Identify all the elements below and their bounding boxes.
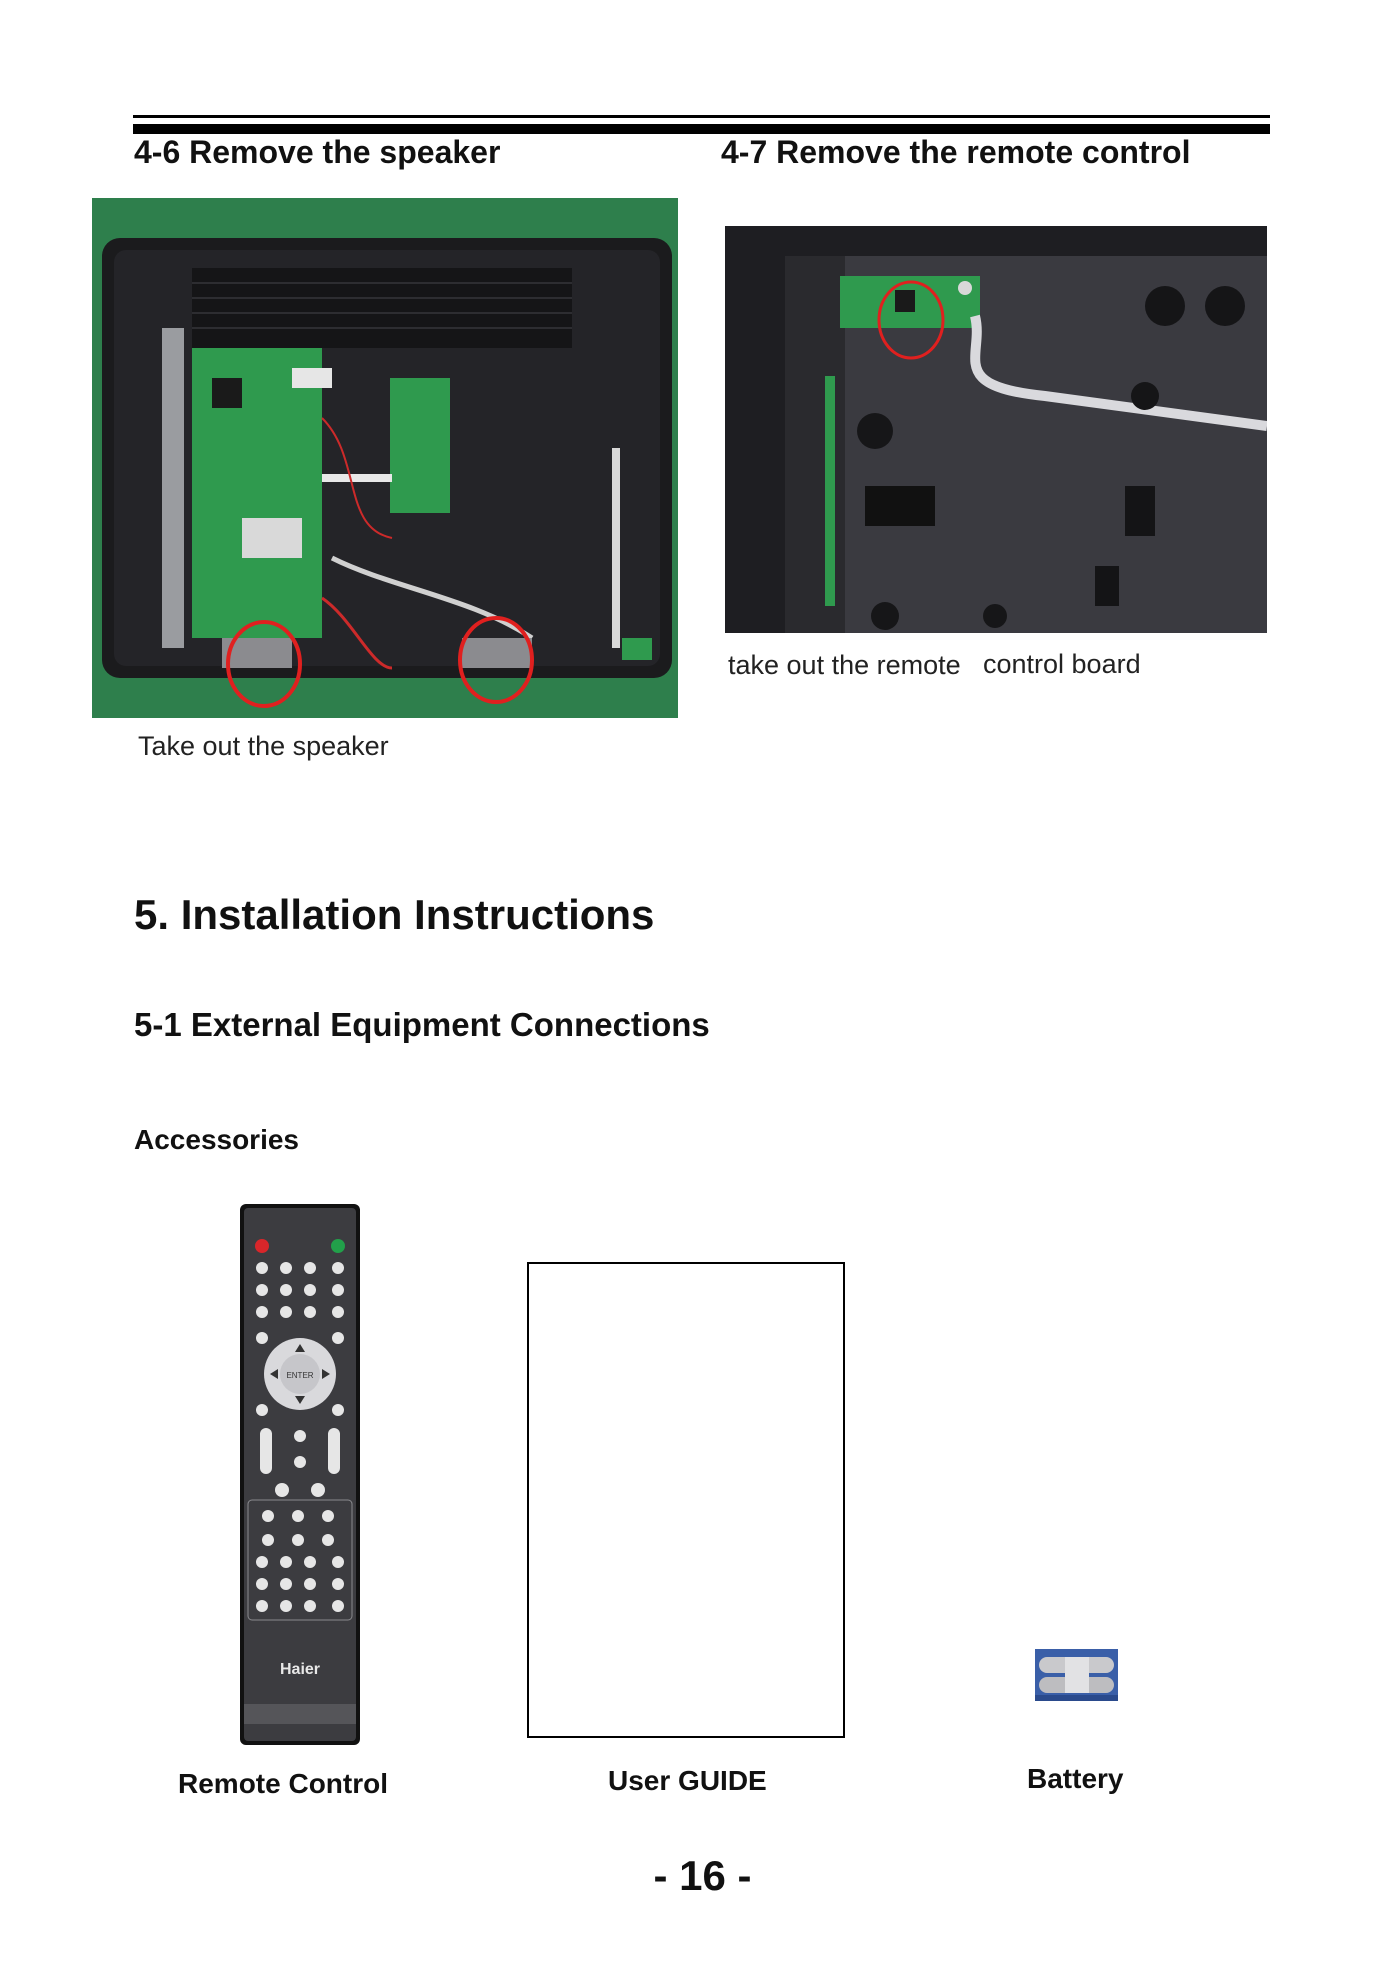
remote-board-caption-part1: take out the remote <box>728 650 961 680</box>
section-4-7-heading: 4-7 Remove the remote control <box>721 134 1191 170</box>
remote-control-image <box>240 1204 360 1745</box>
user-guide-image <box>527 1262 845 1738</box>
top-rule-thin <box>133 115 1270 118</box>
installation-title: 5. Installation Instructions <box>134 891 655 938</box>
battery-label: Battery <box>1027 1763 1124 1794</box>
section-4-6-heading: 4-6 Remove the speaker <box>134 134 501 170</box>
battery-image <box>1035 1649 1118 1701</box>
user-guide-label: User GUIDE <box>608 1765 767 1796</box>
remote-board-photo-icon <box>725 226 1267 633</box>
remote-enter-label: ENTER <box>286 1371 314 1380</box>
page-number: - 16 - <box>653 1852 752 1899</box>
speaker-caption: Take out the speaker <box>138 731 389 761</box>
external-connections-heading: 5-1 External Equipment Connections <box>134 1006 710 1043</box>
remote-control-label: Remote Control <box>178 1768 388 1799</box>
remote-board-removal-photo <box>725 226 1267 633</box>
battery-icon <box>1035 1649 1118 1701</box>
remote-control-icon <box>240 1204 360 1745</box>
accessories-heading: Accessories <box>134 1124 300 1155</box>
top-rule-thick <box>133 124 1270 134</box>
speaker-removal-photo <box>92 198 678 718</box>
remote-board-caption-part2: control board <box>983 649 1141 679</box>
circuit-board-photo-icon <box>92 198 678 718</box>
remote-brand-logo: Haier <box>279 1661 321 1678</box>
